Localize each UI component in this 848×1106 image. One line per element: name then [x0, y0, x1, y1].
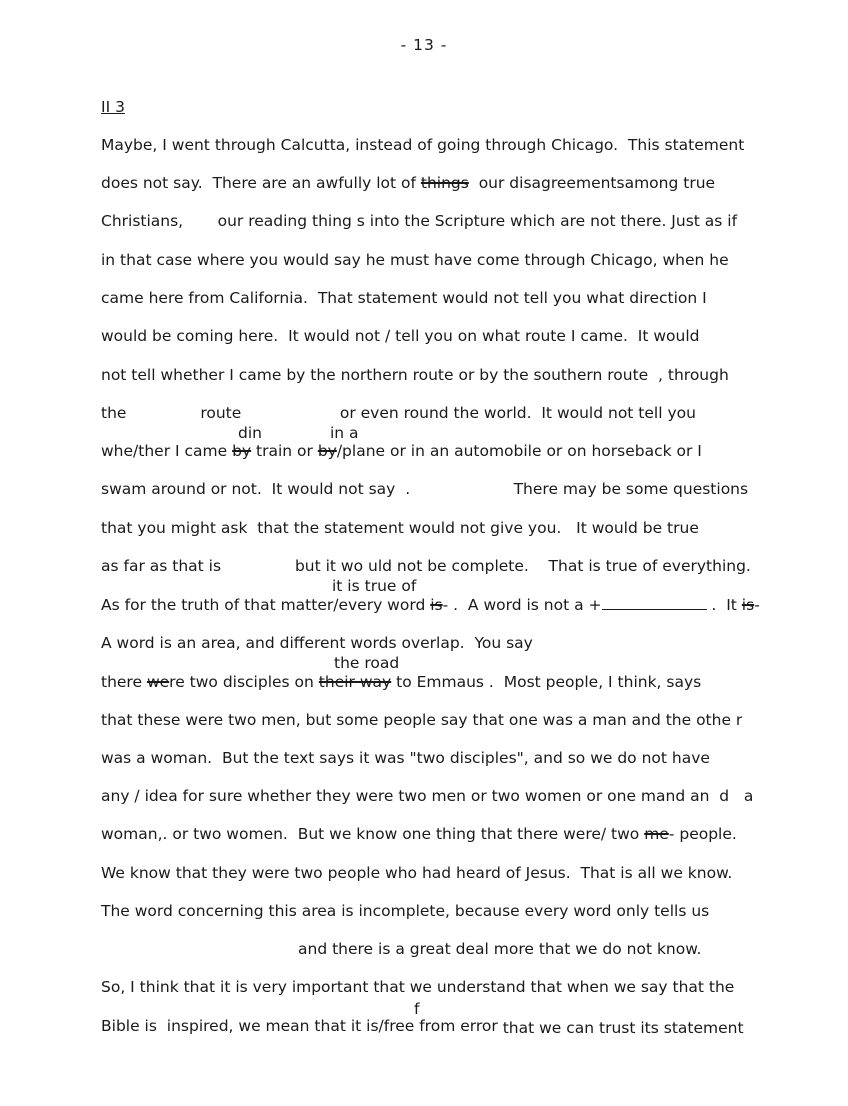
struck-text: things: [420, 174, 469, 192]
line-text: ∕plane or in an automobile or on horseback or I: [336, 442, 702, 460]
text-line: The word concerning this area is incomplete, because every word only tells us: [101, 902, 710, 920]
text-line: So, I think that it is very important that we understand that when we say that the: [101, 978, 735, 996]
line-text: - people.: [668, 825, 737, 843]
struck-text: is: [430, 596, 443, 614]
line-text: does not say. There are an awfully lot of: [101, 174, 421, 192]
handwritten-insertion: din: [238, 424, 262, 442]
text-line: A word is an area, and different words overlap. You say: [101, 634, 533, 652]
line-text: whe∕ther I came: [101, 442, 233, 460]
line-text: to Emmaus . Most people, I think, says: [391, 673, 702, 691]
line-text: there: [101, 673, 147, 691]
line-text: our disagreementsamong true: [468, 174, 716, 192]
section-heading: II 3: [101, 98, 125, 116]
text-line: in that case where you would say he must have come through Chicago, when he: [101, 251, 729, 269]
text-line: [101, 596, 760, 614]
struck-text: me: [644, 825, 669, 843]
struck-text: we: [146, 673, 170, 691]
text-line: that these were two men, but some people say that one was a man and the othe r: [101, 711, 743, 729]
text-line: as far as that is but it wo uld not be complete. That is true of everything.: [101, 557, 751, 575]
text-line: swam around or not. It would not say . There may be some questions: [101, 480, 749, 498]
line-text: train or: [251, 442, 318, 460]
struck-text: by: [317, 442, 337, 460]
text-line: was a woman. But the text says it was "two disciples", and so we do not have: [101, 749, 710, 767]
line-text: that we can trust its statement: [502, 1019, 744, 1037]
text-line: the route or even round the world. It would not tell you: [101, 404, 696, 422]
line-text: woman,. or two women. But we know one thing that there were∕ two: [101, 825, 645, 843]
text-line: would be coming here. It would not ∕ tell you on what route I came. It would: [101, 327, 700, 345]
handwritten-insertion: f: [414, 1000, 420, 1018]
line-text: Bible is inspired, we mean that it is∕free from error: [101, 1017, 498, 1035]
line-text: -: [754, 596, 760, 614]
text-line: any ∕ idea for sure whether they were two men or two women or one mand an d a: [101, 787, 754, 805]
line-text: . It: [706, 596, 742, 614]
text-line: [101, 825, 737, 843]
handwritten-insertion: it is true of: [332, 577, 417, 595]
text-line: that you might ask that the statement would not give you. It would be true: [101, 519, 699, 537]
text-line: [101, 174, 715, 192]
text-line: [101, 673, 701, 691]
line-text: re two disciples on: [169, 673, 319, 691]
text-line: came here from California. That statement would not tell you what direction I: [101, 289, 707, 307]
text-line: [101, 1017, 744, 1035]
line-text: As for the truth of that matter∕every word: [101, 596, 431, 614]
text-line: We know that they were two people who had heard of Jesus. That is all we know.: [101, 864, 733, 882]
text-line: Christians, our reading thing s into the Scripture which are not there. Just as if: [101, 212, 738, 230]
line-text: - . A word is not a +: [442, 596, 602, 614]
text-line: Maybe, I went through Calcutta, instead of going through Chicago. This statement: [101, 136, 745, 154]
text-line: [101, 442, 702, 460]
text-line: not tell whether I came by the northern route or by the southern route , through: [101, 366, 729, 384]
text-line: and there is a great deal more that we do not know.: [298, 940, 702, 958]
struck-text: by: [232, 442, 252, 460]
struck-text: is: [741, 596, 755, 614]
handwritten-insertion: in a: [330, 424, 359, 442]
blank-line: [602, 597, 707, 610]
handwritten-insertion: the road: [334, 654, 400, 672]
page-number: - 13 -: [400, 36, 448, 54]
struck-text: their way: [318, 673, 392, 691]
